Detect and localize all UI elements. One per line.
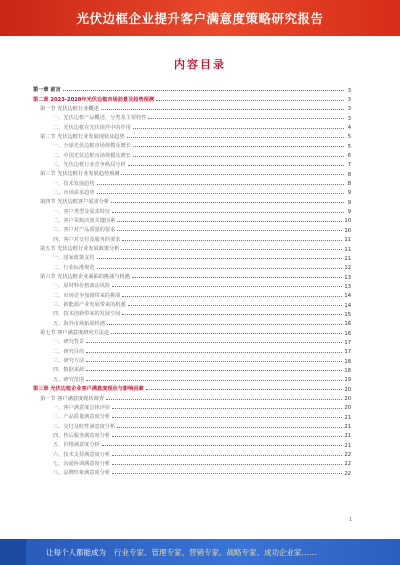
toc-leader-dots: [122, 314, 342, 315]
toc-entry-text: 四、技术创新带来的发展空间: [53, 311, 121, 318]
toc-entry[interactable]: [33, 170, 351, 179]
toc-entry-page: 17: [344, 349, 351, 356]
toc-entry[interactable]: [33, 273, 351, 282]
toc-entry-text: 一、研究背景: [53, 339, 85, 346]
toc-entry-page: 9: [347, 190, 351, 197]
toc-entry[interactable]: [33, 404, 351, 413]
toc-leader-dots: [86, 370, 342, 371]
toc-entry-page: 9: [347, 209, 351, 216]
toc-entry[interactable]: [33, 95, 351, 104]
toc-entry-text: 三、光伏边框行业竞争格局分析: [53, 161, 126, 168]
toc-entry-text: 二、行业标准规范: [53, 264, 95, 271]
toc-entry[interactable]: [33, 198, 351, 207]
toc-leader-dots: [117, 427, 342, 428]
toc-leader-dots: [112, 455, 342, 456]
toc-entry[interactable]: [33, 301, 351, 310]
toc-entry-page: 11: [344, 246, 351, 253]
toc-entry-text: 三、研究方法: [53, 358, 85, 365]
toc-leader-dots: [97, 258, 343, 259]
toc-title: 内容目录: [174, 58, 226, 71]
toc-entry-text: 五、价格满意度分析: [53, 442, 100, 449]
toc-leader-dots: [101, 109, 344, 110]
toc-entry-text: 第七节 客户满意度研究方法论: [40, 330, 110, 337]
toc-entry[interactable]: [33, 329, 351, 338]
toc-entry-page: 10: [344, 227, 351, 234]
toc-entry-page: 21: [344, 414, 351, 421]
toc-entry-page: 16: [344, 330, 351, 337]
toc-leader-dots: [132, 277, 343, 278]
toc-entry[interactable]: [33, 217, 351, 226]
toc-leader-dots: [86, 361, 342, 362]
toc-leader-dots: [97, 193, 344, 194]
toc-entry-text: 一、客户满意度总体评价: [53, 404, 111, 411]
toc-entry-page: 20: [344, 386, 351, 393]
toc-entry-page: 13: [344, 283, 351, 290]
toc-entry-text: 一、客户类型及需求特征: [53, 208, 111, 215]
toc-entry-page: 20: [344, 396, 351, 403]
toc-leader-dots: [112, 436, 342, 437]
toc-entry-page: 3: [347, 115, 351, 122]
toc-entry-text: 一、国家政策支持: [53, 255, 95, 262]
toc-entry-page: 14: [344, 293, 351, 300]
toc-entry-page: 7: [347, 162, 351, 169]
toc-entry-page: 17: [344, 339, 351, 346]
toc-entry-text: 第三章 光伏边框企业客户满意度现状与影响因素: [33, 386, 144, 393]
toc-entry[interactable]: [33, 338, 351, 347]
toc-entry-page: 14: [344, 302, 351, 309]
toc-leader-dots: [133, 128, 344, 129]
toc-entry[interactable]: [33, 432, 351, 441]
toc-leader-dots: [63, 90, 344, 91]
toc-entry-text: 二、光伏边框在光伏组件中的作用: [53, 124, 131, 131]
toc-entry-text: 三、客户对产品质量的要求: [53, 227, 116, 234]
toc-entry-page: 3: [347, 106, 351, 113]
toc-entry[interactable]: [33, 357, 351, 366]
toc-leader-dots: [148, 118, 344, 119]
toc-leader-dots: [117, 230, 342, 231]
toc-entry[interactable]: [33, 114, 351, 123]
toc-leader-dots: [117, 221, 342, 222]
toc-entry-page: 6: [347, 153, 351, 160]
toc-entry-page: 3: [347, 87, 351, 94]
toc-entry[interactable]: [33, 86, 351, 95]
table-of-contents: [33, 86, 351, 478]
toc-entry-text: 二、产品质量满意度分析: [53, 414, 111, 421]
toc-entry-page: 18: [344, 358, 351, 365]
toc-leader-dots: [106, 399, 342, 400]
toc-entry[interactable]: [33, 264, 351, 273]
toc-entry-text: 一、原材料价格波动风险: [53, 283, 111, 290]
toc-entry-text: 第一节 光伏边框行业概述: [40, 105, 99, 112]
toc-leader-dots: [112, 212, 344, 213]
toc-entry-text: 第五节 光伏边框行业发展政策分析: [40, 246, 120, 253]
toc-leader-dots: [86, 342, 342, 343]
toc-leader-dots: [107, 324, 343, 325]
toc-leader-dots: [121, 249, 342, 250]
toc-entry[interactable]: [33, 226, 351, 235]
toc-entry[interactable]: [33, 450, 351, 459]
toc-entry-text: 一、全球光伏边框市场规模及增长: [53, 143, 131, 150]
toc-entry[interactable]: [33, 385, 351, 394]
toc-entry-page: 8: [347, 181, 351, 188]
toc-entry-text: 第三节 光伏边框行业发展趋势预测: [40, 171, 120, 178]
toc-entry[interactable]: [33, 310, 351, 319]
toc-entry-page: 13: [344, 274, 351, 281]
toc-leader-dots: [111, 333, 342, 334]
toc-leader-dots: [112, 464, 342, 465]
toc-entry-page: 22: [344, 470, 351, 477]
toc-entry-text: 四、客户对交付及服务的要求: [53, 236, 121, 243]
toc-entry-text: 二、市场需求趋势: [53, 189, 95, 196]
toc-entry[interactable]: [33, 133, 351, 142]
toc-entry-page: 3: [347, 97, 351, 104]
toc-entry-page: 5: [347, 134, 351, 141]
toc-entry-text: 二、客户采购决策关键因素: [53, 217, 116, 224]
toc-leader-dots: [133, 156, 344, 157]
toc-entry-text: 八、品牌形象满意度分析: [53, 470, 111, 477]
toc-entry-page: 22: [344, 452, 351, 459]
toc-leader-dots: [97, 268, 343, 269]
toc-entry-text: 三、新能源产业发展带来的机遇: [53, 302, 126, 309]
toc-leader-dots: [122, 240, 342, 241]
toc-entry[interactable]: [33, 292, 351, 301]
toc-leader-dots: [128, 305, 343, 306]
toc-entry-text: 第一章 前言: [33, 87, 61, 94]
toc-entry-text: 第一节 客户满意度现状调查: [40, 395, 104, 402]
toc-leader-dots: [121, 174, 344, 175]
toc-entry[interactable]: [33, 207, 351, 216]
toc-entry-text: 二、研究目的: [53, 348, 85, 355]
toc-entry-text: 五、海外市场拓展机遇: [53, 320, 105, 327]
toc-entry-page: 11: [344, 255, 351, 262]
toc-entry[interactable]: [33, 422, 351, 431]
toc-entry[interactable]: [33, 441, 351, 450]
toc-leader-dots: [97, 184, 344, 185]
toc-entry-page: 10: [344, 218, 351, 225]
toc-entry[interactable]: [33, 236, 351, 245]
toc-entry[interactable]: [33, 254, 351, 263]
toc-entry-page: 12: [344, 265, 351, 272]
page-number: 1: [349, 517, 353, 523]
toc-leader-dots: [122, 296, 342, 297]
toc-entry-text: 四、售后服务满意度分析: [53, 432, 111, 439]
toc-entry-page: 22: [344, 461, 351, 468]
toc-entry[interactable]: [33, 161, 351, 170]
toc-entry[interactable]: [33, 189, 351, 198]
toc-leader-dots: [112, 473, 342, 474]
toc-entry-text: 第二章 2023-2028年光伏边框市场前景及趋势预测: [33, 96, 155, 103]
toc-entry[interactable]: [33, 151, 351, 160]
toc-leader-dots: [133, 146, 344, 147]
toc-entry-page: 11: [344, 237, 351, 244]
toc-leader-dots: [111, 202, 344, 203]
toc-entry-text: 五、研究范围: [53, 376, 85, 383]
toc-entry-text: 第四节 光伏边框客户需求分析: [40, 199, 110, 206]
toc-entry-page: 4: [347, 125, 351, 132]
toc-entry[interactable]: [33, 460, 351, 469]
toc-leader-dots: [127, 137, 344, 138]
toc-leader-dots: [86, 380, 342, 381]
toc-entry-page: 19: [344, 377, 351, 384]
toc-entry[interactable]: [33, 469, 351, 478]
toc-entry[interactable]: [33, 376, 351, 385]
toc-entry-text: 四、数据来源: [53, 367, 85, 374]
toc-entry-page: 5: [347, 143, 351, 150]
toc-leader-dots: [112, 408, 342, 409]
toc-entry-text: 第二节 光伏边框行业发展现状及趋势: [40, 133, 125, 140]
toc-entry-page: 20: [344, 405, 351, 412]
toc-entry[interactable]: [33, 142, 351, 151]
toc-entry-text: 第六节 光伏边框企业面临的挑战与机遇: [40, 274, 130, 281]
toc-entry-page: 16: [344, 321, 351, 328]
footer-corner-accent: [0, 539, 26, 565]
toc-entry[interactable]: [33, 320, 351, 329]
toc-leader-dots: [146, 389, 343, 390]
footer-slogan: [46, 547, 317, 558]
toc-leader-dots: [156, 100, 344, 101]
toc-leader-dots: [86, 352, 342, 353]
report-title: 光伏边框企业提升客户满意度策略研究报告: [76, 11, 324, 26]
toc-entry-page: 21: [344, 442, 351, 449]
toc-entry-page: 18: [344, 367, 351, 374]
toc-entry-page: 15: [344, 311, 351, 318]
footer-slogan-roles: 行业专家、管理专家、营销专家、战略专家、成功企业家……: [114, 548, 317, 557]
toc-entry-text: 六、技术支持满意度分析: [53, 451, 111, 458]
toc-entry[interactable]: [33, 123, 351, 132]
toc-entry-page: 9: [347, 199, 351, 206]
toc-entry-text: 二、中国光伏边框市场规模及增长: [53, 152, 131, 159]
toc-entry[interactable]: [33, 179, 351, 188]
toc-entry[interactable]: [33, 105, 351, 114]
toc-entry-page: 8: [347, 171, 351, 178]
toc-entry-text: 二、市场竞争加剧带来的挑战: [53, 292, 121, 299]
footer-slogan-lead: 让每个人都能成为: [46, 548, 106, 557]
toc-entry-text: 一、光伏边框产品概述、分类及主要特性: [53, 115, 147, 122]
toc-entry[interactable]: [33, 245, 351, 254]
toc-entry[interactable]: [33, 413, 351, 422]
toc-leader-dots: [112, 286, 342, 287]
toc-entry[interactable]: [33, 282, 351, 291]
toc-entry-text: 三、交付及时性满意度分析: [53, 423, 116, 430]
toc-entry-text: 一、技术发展趋势: [53, 180, 95, 187]
toc-entry[interactable]: [33, 394, 351, 403]
toc-entry-text: 七、沟通协调满意度分析: [53, 460, 111, 467]
toc-leader-dots: [102, 445, 343, 446]
toc-entry[interactable]: [33, 366, 351, 375]
toc-entry[interactable]: [33, 348, 351, 357]
toc-leader-dots: [128, 165, 344, 166]
toc-leader-dots: [112, 417, 342, 418]
toc-entry-page: 21: [344, 433, 351, 440]
toc-entry-page: 21: [344, 424, 351, 431]
